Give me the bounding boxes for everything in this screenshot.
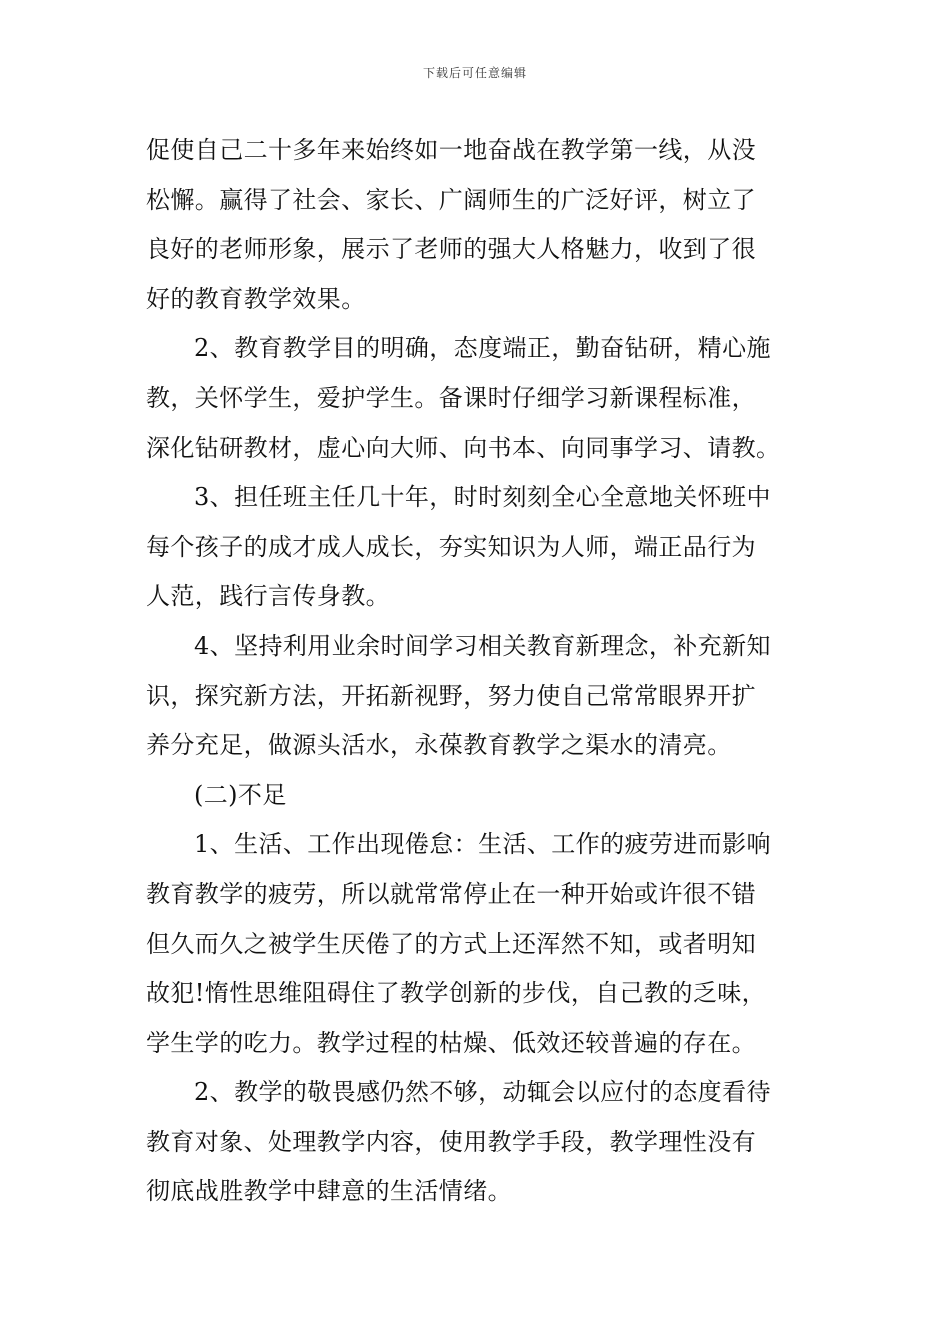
text-line: 2、教学的敬畏感仍然不够，动辄会以应付的态度看待 (194, 1078, 771, 1107)
text-line: 人范，践行言传身教。 (146, 582, 390, 611)
page-header-note: 下载后可任意编辑 (422, 66, 527, 80)
text-line: 养分充足，做源头活水，永葆教育教学之渠水的清亮。 (146, 731, 732, 760)
text-line: 1、生活、工作出现倦怠：生活、工作的疲劳进而影响 (194, 830, 771, 859)
text-line: 深化钻研教材，虚心向大师、向书本、向同事学习、请教。 (146, 433, 781, 462)
text-line: 教育对象、处理教学内容，使用教学手段，教学理性没有 (146, 1127, 756, 1156)
section-heading: (二)不足 (194, 780, 287, 809)
text-line: 识，探究新方法，开拓新视野，努力使自己常常眼界开扩 (146, 681, 756, 710)
text-line: 良好的老师形象，展示了老师的强大人格魅力，收到了很 (146, 235, 756, 264)
text-line: 3、担任班主任几十年，时时刻刻全心全意地关怀班中 (194, 483, 771, 512)
text-line: 学生学的吃力。教学过程的枯燥、低效还较普遍的存在。 (146, 1028, 756, 1057)
text-line: 彻底战胜教学中肆意的生活情绪。 (146, 1177, 512, 1206)
text-line: 教育教学的疲劳，所以就常常停止在一种开始或许很不错 (146, 879, 756, 908)
text-line: 故犯!惰性思维阻碍住了教学创新的步伐，自己教的乏味， (146, 979, 767, 1008)
text-line: 教，关怀学生，爱护学生。备课时仔细学习新课程标准， (146, 383, 756, 412)
text-line: 每个孩子的成才成人成长，夯实知识为人师，端正品行为 (146, 532, 756, 561)
text-line: 4、坚持利用业余时间学习相关教育新理念，补充新知 (194, 631, 771, 660)
text-line: 松懈。赢得了社会、家长、广阔师生的广泛好评，树立了 (146, 185, 756, 214)
text-line: 但久而久之被学生厌倦了的方式上还浑然不知，或者明知 (146, 929, 756, 958)
document-body (146, 126, 810, 1217)
text-line: 2、教育教学目的明确，态度端正，勤奋钻研，精心施 (194, 334, 771, 363)
text-line: 促使自己二十多年来始终如一地奋战在教学第一线，从没 (146, 136, 756, 164)
text-line: 好的教育教学效果。 (146, 284, 366, 313)
